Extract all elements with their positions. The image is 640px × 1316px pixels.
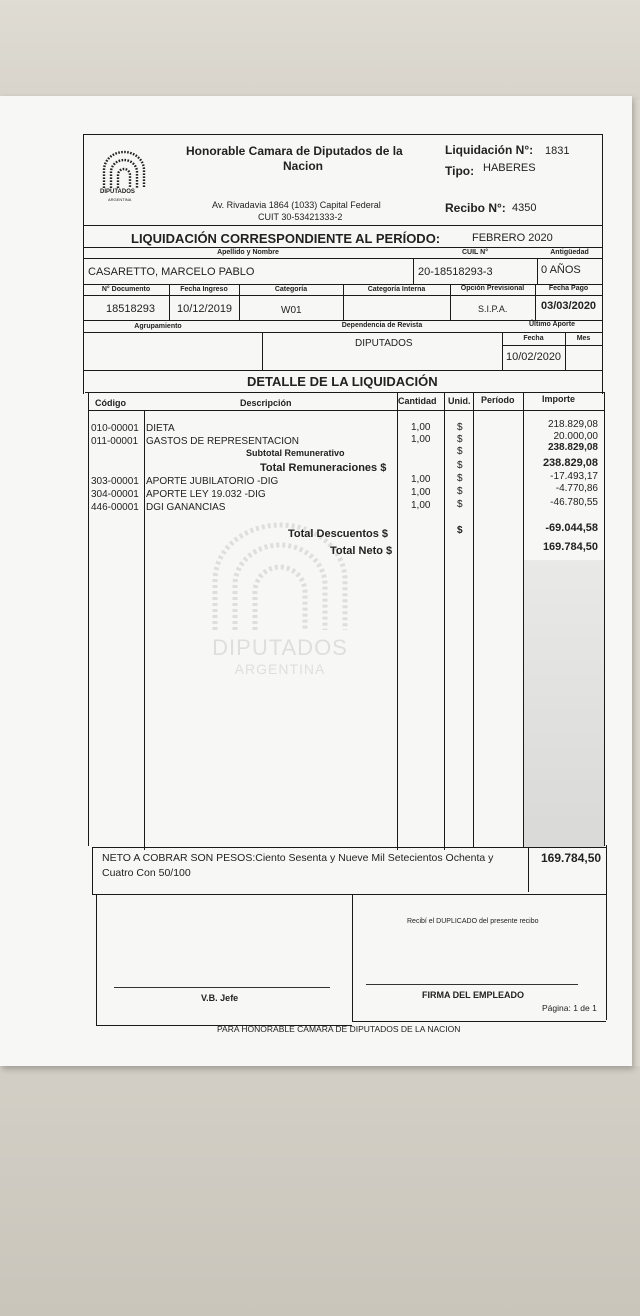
recibo-label: Recibo N°:	[445, 201, 506, 215]
row-code: 011-00001	[91, 436, 139, 447]
documento-label: N° Documento	[101, 286, 151, 293]
col-header-descripcion: Descripción	[240, 398, 292, 408]
divider	[604, 392, 605, 846]
liquidacion-value: 1831	[545, 145, 570, 157]
row-desc: APORTE JUBILATORIO -DIG	[146, 476, 279, 487]
cat-interna-label: Categoría Interna	[367, 286, 426, 293]
employee-categoria: W01	[281, 305, 302, 316]
divider	[444, 392, 445, 850]
row-amount: 218.829,08	[547, 419, 598, 430]
frame-right-upper	[602, 134, 603, 394]
neto-text-line2: Cuatro Con 50/100	[102, 867, 191, 879]
divider	[535, 284, 536, 320]
duplicado-text: Recibí el DUPLICADO del presente recibo	[407, 918, 539, 925]
period-label: LIQUIDACIÓN CORRESPONDIENTE AL PERÍODO:	[131, 231, 441, 246]
row-amount: -4.770,86	[555, 483, 598, 494]
tipo-value: HABERES	[483, 162, 536, 174]
mes-label: Mes	[576, 335, 591, 342]
row-qty: 1,00	[411, 474, 431, 485]
divider	[83, 247, 603, 248]
col-header-importe: Importe	[542, 394, 576, 404]
employee-documento: 18518293	[106, 303, 155, 315]
divider	[96, 894, 97, 1026]
divider	[502, 345, 602, 346]
ingreso-label: Fecha Ingreso	[180, 286, 228, 293]
logo-text: DIPUTADOS	[100, 189, 135, 195]
employee-ingreso: 10/12/2019	[177, 303, 233, 315]
fecha-pago-label: Fecha Pago	[548, 285, 589, 292]
row-unit: $	[457, 473, 463, 484]
signature-line-jefe	[114, 987, 330, 988]
col-header-unid: Unid.	[448, 396, 471, 406]
total-rem-unit: $	[457, 460, 463, 471]
divider	[352, 894, 353, 1022]
cuil-label: CUIL N°	[461, 249, 488, 256]
row-qty: 1,00	[411, 422, 431, 433]
divider	[88, 410, 605, 411]
total-rem-label: Total Remuneraciones $	[260, 462, 387, 474]
signature-line-empleado	[366, 984, 578, 985]
table-surface-bottom	[0, 1066, 640, 1316]
divider	[92, 847, 93, 894]
watermark-line2: ARGENTINA	[234, 661, 326, 677]
total-neto-value: 169.784,50	[542, 541, 598, 553]
institution-line2: Nacion	[283, 159, 324, 173]
fecha-label: Fecha	[523, 335, 544, 342]
divider	[352, 1021, 606, 1022]
row-unit: $	[457, 486, 463, 497]
row-qty: 1,00	[411, 434, 431, 445]
row-qty: 1,00	[411, 500, 431, 511]
employee-name: CASARETTO, MARCELO PABLO	[88, 266, 255, 278]
total-neto-label: Total Neto $	[330, 545, 393, 557]
row-desc: DGI GANANCIAS	[146, 502, 226, 513]
watermark-line1: DIPUTADOS	[212, 635, 348, 660]
divider	[606, 845, 607, 894]
vb-jefe-label: V.B. Jefe	[201, 993, 239, 1003]
dependencia-label: Dependencia de Revista	[341, 322, 423, 329]
neto-text-line1: NETO A COBRAR SON PESOS:Ciento Sesenta y Nueve Mil Setecientos Ochenta y	[102, 852, 494, 864]
shadow-band	[524, 560, 604, 847]
employee-opcion: S.I.P.A.	[478, 304, 508, 314]
subtotal-label: Subtotal Remunerativo	[246, 448, 345, 458]
recibo-value: 4350	[512, 202, 537, 214]
row-amount: -46.780,55	[550, 497, 598, 508]
row-desc: GASTOS DE REPRESENTACION	[146, 436, 299, 447]
divider	[83, 258, 603, 259]
employee-fecha-pago: 03/03/2020	[541, 300, 597, 312]
antiguedad-label: Antigüedad	[550, 249, 589, 256]
institution-cuit: CUIT 30-53421333-2	[258, 212, 343, 222]
total-desc-unit: $	[457, 525, 463, 536]
row-unit: $	[457, 422, 463, 433]
congress-logo-icon	[100, 148, 148, 190]
subtotal-value: 238.829,08	[547, 442, 598, 453]
opcion-label: Opción Previsional	[460, 285, 525, 292]
detail-title: DETALLE DE LA LIQUIDACIÓN	[247, 374, 438, 389]
ultimo-aporte-label: Último Aporte	[528, 321, 576, 328]
row-unit: $	[457, 434, 463, 445]
row-desc: APORTE LEY 19.032 -DIG	[146, 489, 266, 500]
row-code: 303-00001	[91, 476, 139, 487]
period-value: FEBRERO 2020	[472, 232, 553, 244]
table-left	[88, 392, 89, 846]
employee-cuil: 20-18518293-3	[418, 266, 493, 278]
total-rem-value: 238.829,08	[542, 457, 598, 469]
divider	[144, 410, 145, 850]
divider	[450, 284, 451, 320]
divider	[83, 225, 603, 226]
row-qty: 1,00	[411, 487, 431, 498]
bottom-line: PARA HONORABLE CAMARA DE DIPUTADOS DE LA NACION	[217, 1024, 461, 1034]
row-code: 010-00001	[91, 423, 139, 434]
divider	[343, 284, 344, 320]
institution-line1: Honorable Camara de Diputados de la	[186, 144, 403, 158]
divider	[602, 370, 603, 394]
divider	[169, 284, 170, 320]
divider	[413, 258, 414, 284]
row-amount: -17.493,17	[550, 471, 598, 482]
row-unit: $	[457, 499, 463, 510]
divider	[85, 392, 605, 393]
firma-empleado-label: FIRMA DEL EMPLEADO	[422, 990, 525, 1000]
categoria-label: Categoría	[274, 286, 308, 293]
divider	[537, 258, 538, 284]
col-header-periodo: Período	[481, 395, 515, 405]
subtotal-unit: $	[457, 446, 463, 457]
row-code: 304-00001	[91, 489, 139, 500]
logo-subtext: ARGENTINA	[108, 197, 132, 202]
agrupamiento-label: Agrupamiento	[134, 323, 182, 330]
total-desc-label: Total Descuentos $	[288, 528, 389, 540]
ultimo-aporte-fecha: 10/02/2020	[506, 351, 562, 363]
employee-antiguedad: 0 AÑOS	[541, 264, 581, 276]
divider	[262, 332, 263, 370]
divider	[528, 847, 529, 892]
institution-address: Av. Rivadavia 1864 (1033) Capital Federal	[212, 200, 381, 210]
name-label: Apellido y Nombre	[217, 249, 279, 256]
neto-amount: 169.784,50	[541, 851, 602, 865]
divider	[83, 370, 84, 394]
col-header-codigo: Código	[95, 398, 126, 408]
divider	[473, 392, 474, 848]
tipo-label: Tipo:	[445, 164, 475, 178]
page-number: Página: 1 de 1	[542, 1003, 597, 1013]
divider	[83, 370, 603, 371]
row-code: 446-00001	[91, 502, 139, 513]
row-desc: DIETA	[146, 423, 175, 434]
total-desc-value: -69.044,58	[545, 522, 598, 534]
frame-left-upper	[83, 134, 84, 394]
frame-top	[83, 134, 603, 135]
divider	[239, 284, 240, 320]
divider	[606, 894, 607, 1020]
col-header-cantidad: Cantidad	[398, 396, 437, 406]
divider	[92, 894, 606, 895]
employee-dependencia: DIPUTADOS	[355, 338, 413, 349]
divider	[397, 392, 398, 850]
liquidacion-label: Liquidación N°:	[445, 143, 534, 157]
table-surface-top	[0, 0, 640, 100]
row-amount: 20.000,00	[553, 431, 598, 442]
divider	[83, 332, 603, 333]
